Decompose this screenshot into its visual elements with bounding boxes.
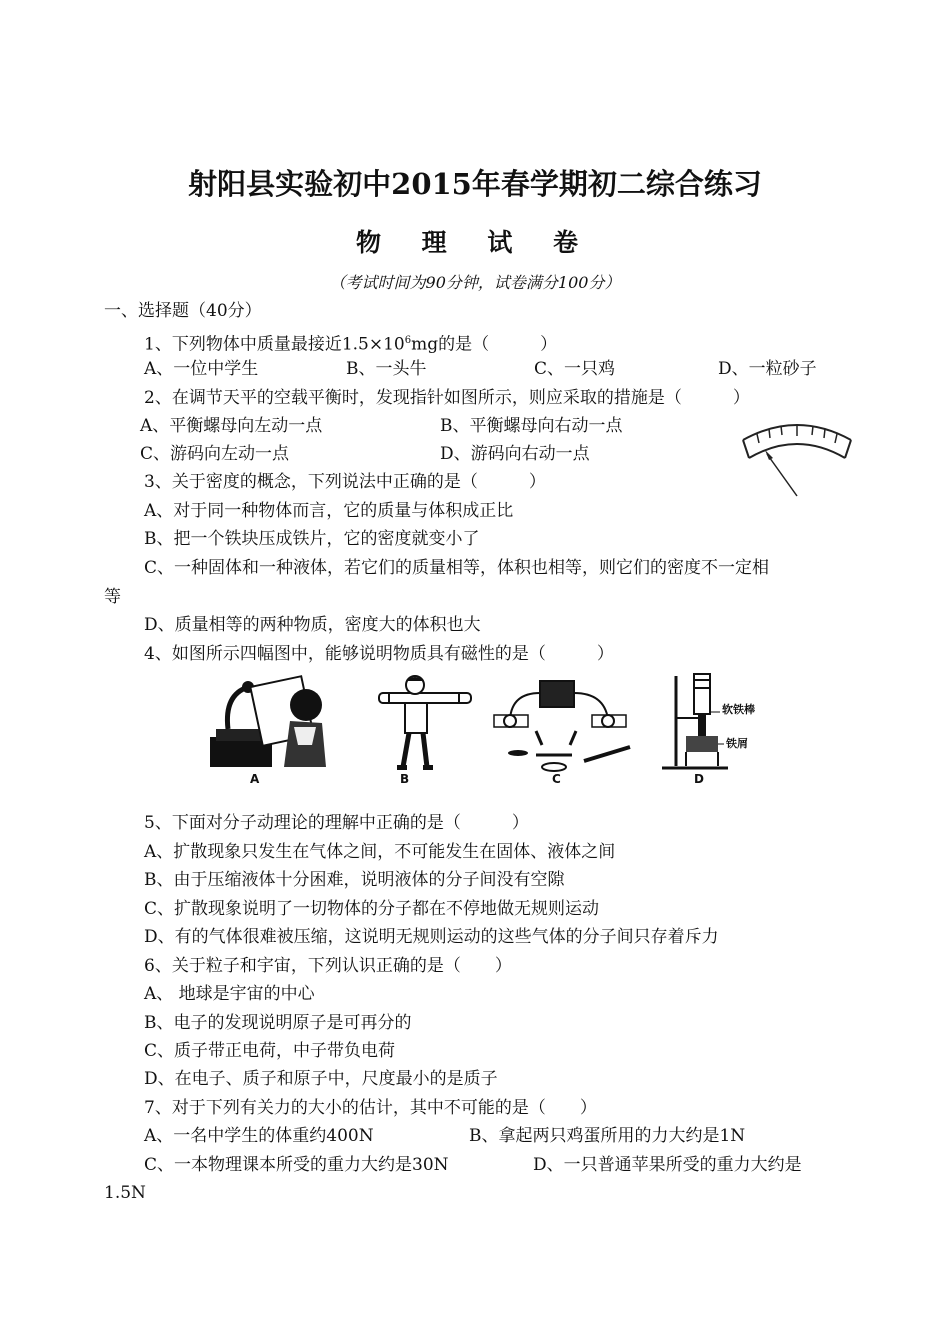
q4-figure-a-telephone — [208, 675, 338, 775]
q4-figure-b-person-with-bar — [375, 675, 475, 775]
q1-option-d: D、一粒砂子 — [718, 359, 817, 379]
q3-option-c-cont: 等 — [104, 587, 121, 607]
q4-label-b: B — [400, 772, 410, 786]
label-soft-iron: 软铁棒 — [722, 703, 755, 716]
balance-pointer-figure — [735, 410, 860, 505]
q2-option-a: A、平衡螺母向左动一点 — [140, 416, 323, 436]
q2-option-c: C、游码向左动一点 — [140, 444, 290, 464]
q6-option-a: A、 地球是宇宙的中心 — [144, 984, 315, 1004]
q6-option-b: B、电子的发现说明原子是可再分的 — [144, 1013, 412, 1033]
label-iron-filings: 铁屑 — [726, 737, 748, 750]
q1-option-c: C、一只鸡 — [534, 359, 616, 379]
section-heading: 一、选择题（40分） — [104, 301, 262, 321]
q2-option-d: D、游码向右动一点 — [440, 444, 590, 464]
q1-stem: 1、下列物体中质量最接近$1.5\times 10^6mg$的是（ ） — [144, 334, 558, 355]
q1-option-a: A、一位中学生 — [144, 359, 259, 379]
q4-label-d: D — [694, 772, 704, 786]
q4-label-a: A — [250, 772, 260, 786]
q7-option-a: A、一名中学生的体重约400N — [144, 1126, 374, 1146]
exam-info: （考试时间为90分钟，试卷满分100分） — [329, 273, 621, 292]
q5-option-a: A、扩散现象只发生在气体之间，不可能发生在固体、液体之间 — [144, 842, 616, 862]
q5-option-c: C、扩散现象说明了一切物体的分子都在不停地做无规则运动 — [144, 899, 600, 919]
q5-option-b: B、由于压缩液体十分困难，说明液体的分子间没有空隙 — [144, 870, 565, 890]
q4-figure-d-iron-stand — [658, 670, 768, 775]
q5-stem: 5、下面对分子动理论的理解中正确的是（ ） — [144, 813, 529, 833]
q7-option-d-cont: 1.5N — [104, 1183, 146, 1203]
page-title: 射阳县实验初中2015年春学期初二综合练习 — [188, 167, 762, 201]
q1-option-b: B、一头牛 — [346, 359, 427, 379]
q3-stem: 3、关于密度的概念，下列说法中正确的是（ ） — [144, 472, 546, 492]
q6-option-c: C、质子带正电荷，中子带负电荷 — [144, 1041, 396, 1061]
q7-option-d: D、一只普通苹果所受的重力大约是 — [533, 1155, 802, 1175]
q4-label-c: C — [552, 772, 561, 786]
paper-subtitle: 物 理 试 卷 — [355, 228, 595, 257]
q5-option-d: D、有的气体很难被压缩，这说明无规则运动的这些气体的分子间只存着斥力 — [144, 927, 719, 947]
q7-option-c: C、一本物理课本所受的重力大约是30N — [144, 1155, 449, 1175]
q7-stem: 7、对于下列有关力的大小的估计，其中不可能的是（ ） — [144, 1098, 597, 1118]
q6-option-d: D、在电子、质子和原子中，尺度最小的是质子 — [144, 1069, 498, 1089]
q6-stem: 6、关于粒子和宇宙，下列认识正确的是（ ） — [144, 956, 512, 976]
q4-figure-c-battery-circuit — [492, 675, 632, 775]
q3-option-c: C、一种固体和一种液体，若它们的质量相等，体积也相等，则它们的密度不一定相 — [144, 558, 770, 578]
q2-stem: 2、在调节天平的空载平衡时，发现指针如图所示，则应采取的措施是（ ） — [144, 388, 750, 408]
q3-option-a: A、对于同一种物体而言，它的质量与体积成正比 — [144, 501, 514, 521]
q7-option-b: B、拿起两只鸡蛋所用的力大约是1N — [469, 1126, 746, 1146]
q3-option-b: B、把一个铁块压成铁片，它的密度就变小了 — [144, 529, 480, 549]
q2-option-b: B、平衡螺母向右动一点 — [440, 416, 623, 436]
q4-stem: 4、如图所示四幅图中，能够说明物质具有磁性的是（ ） — [144, 644, 614, 664]
q3-option-d: D、质量相等的两种物质，密度大的体积也大 — [144, 615, 481, 635]
